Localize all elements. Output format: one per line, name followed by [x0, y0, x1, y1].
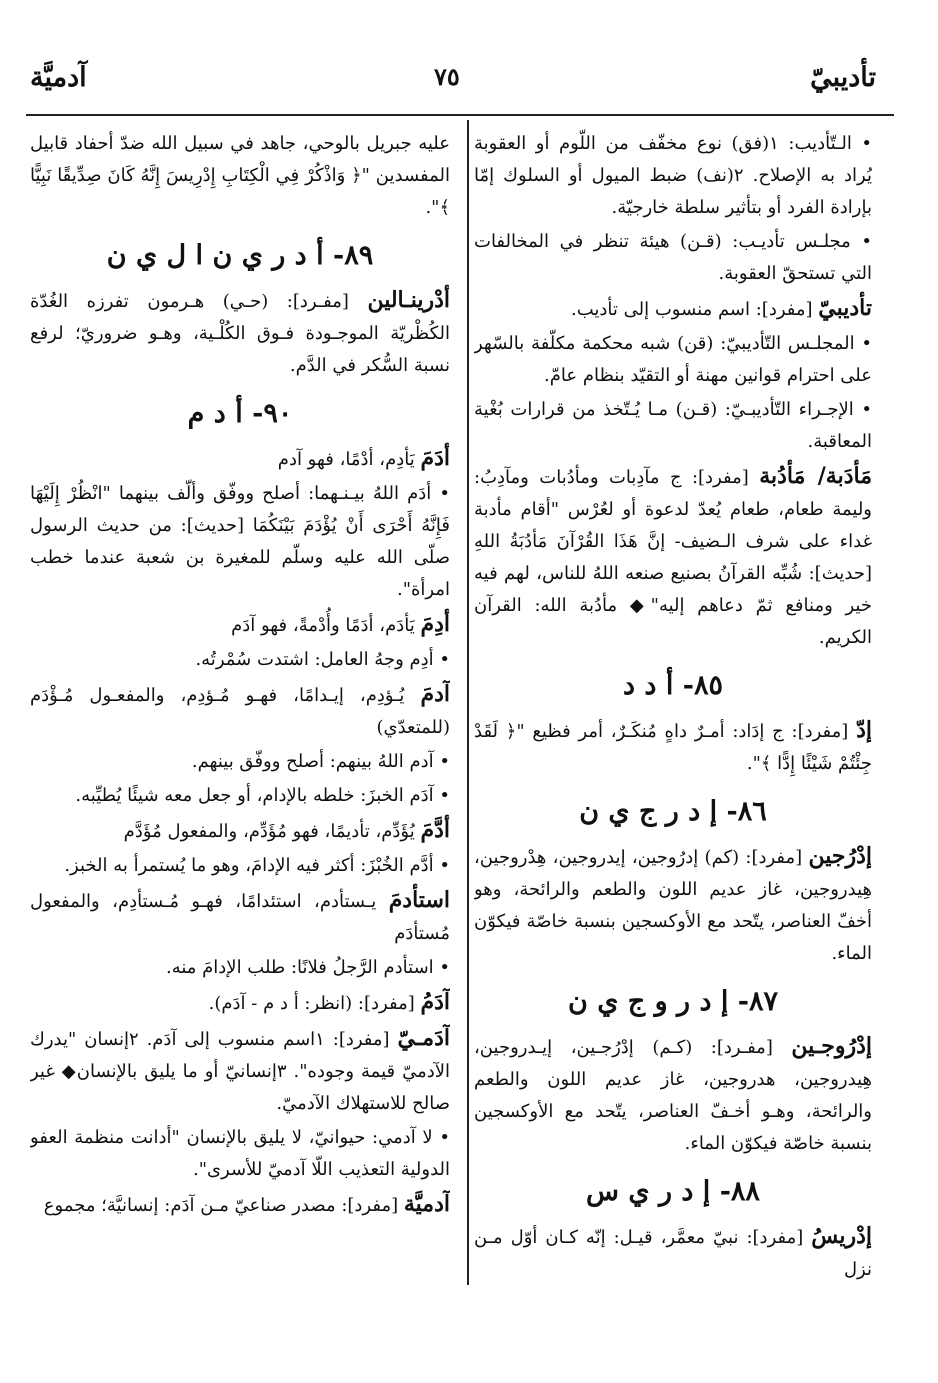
entry-headword: مَأدَبة/ مَأدُبة — [759, 463, 872, 489]
entry-definition: [مفرد]: مصدر صناعيّ مـن آدَم: إنسانيَّة؛ مجموع — [43, 1195, 404, 1216]
header-guide-word-right: تأديبيّ — [810, 62, 876, 93]
entry-definition: [مفـرد]: (كـم) إدْرُجـين، إيـدروجين، هِيدروجين، هدروجين، غاز عديم اللون والطعم والرائحة، وهـو أخـفّ العناصر، يتّحد مع الأوكسجين بنسبة خاصّة فيكوّن الماء. — [474, 1037, 872, 1154]
entry-definition: [مفرد]: اسم منسوب إلى تأديب. — [571, 299, 819, 320]
entry-headword: أدْرينـالين — [367, 287, 450, 313]
entry-headword: إدْريسُ — [811, 1223, 872, 1249]
dictionary-entry — [30, 986, 450, 1020]
dictionary-entry — [30, 884, 450, 950]
entry-headword: إدْرُوجـين — [791, 1033, 872, 1059]
continued-text: عليه جبريل بالوحي، جاهد في سبيل الله ضدّ أحفاد قابيل المفسدين "﴿ وَاذْكُرْ فِي الْكِتَابِ إِدْرِيسَ إِنَّهُ كَانَ صِدِّيقًا نَبِيًّا ﴾". — [30, 133, 450, 218]
dictionary-entry — [474, 1030, 872, 1160]
entry-definition: يـستأدم، استئدامًا، فهـو مُـستأدِم، والمفعول مُستأدَم — [30, 891, 450, 944]
sense-bullet: • الـتّأديب: ١(فق) نوع مخفّف من اللّوم أو العقوبة يُراد به الإصلاح. ٢(نف) ضبط الميول أو السلوك إمّا بإرادة الفرد أو بتأثير سلطة خارجيّة. — [474, 133, 872, 218]
sense-bullet: • استأدم الرَّجلُ فلانًا: طلب الإدامَ منه. — [165, 957, 450, 978]
page-number: ٧٥ — [434, 62, 460, 91]
entry-headword: تأديبيّ — [818, 295, 872, 321]
entry-headword: أدِمَ — [420, 611, 450, 637]
header-rule — [26, 114, 894, 116]
entry-definition: يَأدَم، أدَمًا وأُدْمةً، فهو آدَم — [231, 615, 421, 636]
entry-definition: [مفرد]: ج إدَاد: أمـرٌ داهٍ مُنكَـرٌ، أمر فظيع "﴿ لَقَدْ جِئْتُمْ شَيْئًا إِدًّا ﴾". — [474, 721, 872, 774]
sense-bullet: • أدَّم الخُبْزَ: أكثر فيه الإدامَ، وهو ما يُستمرأ به الخبز. — [64, 855, 450, 876]
root-section-heading: ٨٦- إ د ر ج ي ن — [579, 796, 767, 827]
dictionary-entry — [30, 442, 450, 476]
sense-bullet: • المجلـس التّأديبيّ: (قن) شبه محكمة مكلّفة بالسّهر على احترام قوانين مهنة أو التقيّد بنظام عامّ. — [474, 333, 872, 386]
entry-definition: [مفرد]: (انظر: أ د م - آدَم). — [208, 993, 421, 1014]
root-section-heading: ٨٧- إ د ر و ج ي ن — [567, 986, 778, 1017]
dictionary-entry — [474, 840, 872, 970]
sense-bullet: • الإجـراء التّأديبـيّ: (قـن) مـا يُـتّخذ من قرارات بُغْية المعاقبة. — [474, 399, 872, 452]
sense-bullet: • لا آدمي: حيوانيّ، لا يليق بالإنسان "أدانت منظمة العفو الدولية التعذيب اللّا آدميّ للأسرى". — [30, 1127, 450, 1180]
dictionary-entry — [30, 1022, 450, 1120]
entry-definition: يَأدِم، أدْمًا، فهو آدم — [277, 449, 421, 470]
sense-bullet: • آدم اللهُ بينهم: أصلح ووفّق بينهم. — [191, 751, 450, 772]
entry-definition: يُـؤدِم، إيـدامًا، فهـو مُـؤدِم، والمفعـول مُـؤْدَم (للمتعدّي) — [30, 685, 450, 738]
entry-headword: آدَمُ — [420, 989, 450, 1015]
dictionary-entry — [474, 460, 872, 654]
entry-definition: [مفرد]: ج مآدِبات ومأدُبات ومآدِبُ: وليمة طعام، طعام يُعدّ لدعوة أو لعُرْس "أقام مأدبة غداء على شرف الـضيف- إنَّ هَذَا القُرْآنَ مَأدُبَةُ اللهِ [حديث]: شُبِّه القرآنُ بصنيع صنعه اللهُ للناس، لهم فيه خير ومنافع ثمّ دعاهم إليه"◆ مأدُبة الله: القرآن الكريم. — [474, 467, 872, 648]
entry-headword: أدَّمَ — [420, 817, 450, 843]
sense-bullet: • أدِم وجهُ العامل: اشتدت سُمْرتُه. — [195, 649, 450, 670]
dictionary-entry — [30, 284, 450, 382]
left-column — [30, 128, 450, 1288]
sense-bullet: • آدَم الخبزَ: خلطه بالإدام، أو جعل معه شيئًا يُطيِّبه. — [75, 785, 450, 806]
root-section-heading: ٨٩- أ د ر ي ن ا ل ي ن — [106, 240, 374, 271]
entry-headword: إدْرُجين — [808, 843, 872, 869]
dictionary-entry — [30, 814, 450, 848]
root-section-heading: ٨٨- إ د ر ي س — [586, 1176, 760, 1207]
entry-headword: استأدمَ — [388, 887, 450, 913]
entry-definition: [مفرد]: (كم) إدرُوجين، إيدروجين، هِدْروجين، هِيدروجين، غاز عديم اللون والطعم والرائحة، وهو أخفّ العناصر، يتّحد مع الأوكسجين بنسبة خاصّة فيكوّن الماء. — [474, 847, 872, 964]
header-guide-word-left: آدميَّة — [30, 62, 87, 93]
entry-headword: أدَمَ — [420, 445, 450, 471]
entry-headword: آدَمـيّ — [397, 1025, 450, 1051]
sense-bullet: • أدَم اللهُ بيـنـهما: أصلح ووفّق وألّف بينهما "انْظُرْ إِلَيْهَا فَإِنَّهُ أَحْرَى أَنْ يُؤْدَمَ بَيْنَكُمَا [حديث]: من حديث الرسول صلّى الله عليه وسلّم للمغيرة بن شعبة عندما خطب امرأة". — [30, 483, 450, 600]
entry-headword: إدّ — [856, 717, 872, 743]
dictionary-entry — [30, 678, 450, 744]
sense-bullet: • مجلـس تأديـب: (قـن) هيئة تنظر في المخالفات التي تستحقّ العقوبة. — [474, 231, 872, 284]
dictionary-entry — [30, 1188, 450, 1222]
entry-definition: [مفرد]: ١اسم منسوب إلى آدَم. ٢إنسان "يدرك الآدميّ قيمة وجوده". ٣إنسانيّ أو ما يليق بالإنسان◆ غير صالح للاستهلاك الآدميّ. — [30, 1029, 450, 1114]
entry-headword: آدميَّة — [403, 1191, 450, 1217]
entry-definition: يُؤَدِّم، تأديمًا، فهو مُؤَدِّم، والمفعول مُؤَدَّم — [123, 821, 421, 842]
root-section-heading: ٩٠- أ د م — [187, 398, 293, 429]
dictionary-entry — [30, 608, 450, 642]
entry-definition: [مفرد]: نبيّ معمَّر، قيـل: إنّه كـان أوّل مـن نزل — [474, 1227, 872, 1280]
right-column — [474, 128, 872, 1288]
entry-definition: [مفـرد]: (حـي) هـرمون تفرزه الغُدّة الكُظْريّة الموجـودة فـوق الكُلْـية، وهـو ضروريّ؛ لرفع نسبة السُّكر في الدَّم. — [30, 291, 450, 376]
dictionary-entry — [474, 714, 872, 780]
dictionary-entry — [474, 1220, 872, 1286]
entry-headword: آدمَ — [420, 681, 450, 707]
root-section-heading: ٨٥- أ د د — [623, 670, 723, 701]
column-divider — [467, 120, 469, 1285]
dictionary-entry — [474, 292, 872, 326]
